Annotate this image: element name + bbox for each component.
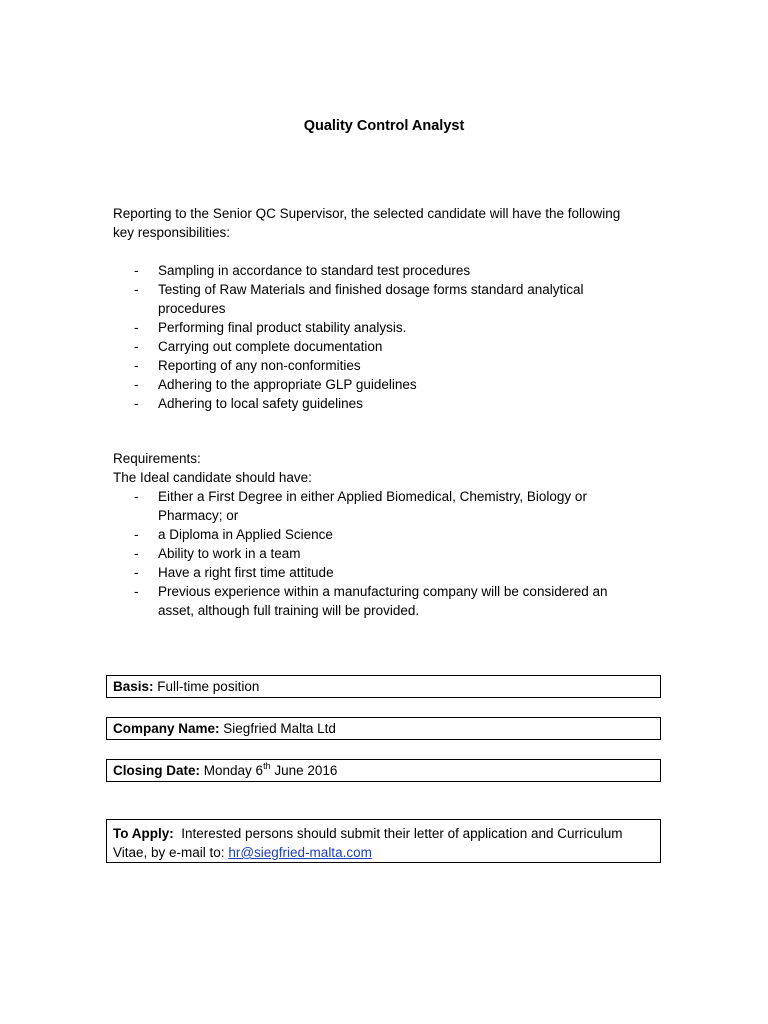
basis-box — [106, 675, 661, 698]
apply-text: Vitae, by e-mail to: — [113, 845, 225, 860]
apply-text: Interested persons should submit their letter of application and Curriculum — [181, 826, 623, 841]
closing-date-ordinal: th — [263, 760, 271, 771]
apply-label: To Apply: — [113, 826, 174, 841]
apply-line — [113, 843, 654, 862]
list-item — [113, 375, 633, 394]
dash-bullet: - — [134, 546, 139, 561]
dash-bullet: - — [134, 565, 139, 580]
list-item-text: asset, although full training will be provided. — [158, 603, 420, 618]
dash-bullet: - — [134, 339, 139, 354]
list-item-text: Testing of Raw Materials and finished dosage forms standard analytical — [158, 282, 584, 297]
list-item — [113, 582, 633, 620]
list-item-text: Previous experience within a manufacturing company will be considered an — [158, 584, 608, 599]
list-item-text: Adhering to the appropriate GLP guidelines — [158, 377, 417, 392]
dash-bullet: - — [134, 584, 139, 599]
list-item-text: procedures — [158, 301, 226, 316]
dash-bullet: - — [134, 263, 139, 278]
dash-bullet: - — [134, 377, 139, 392]
list-item — [113, 356, 633, 375]
list-item-text: a Diploma in Applied Science — [158, 527, 333, 542]
dash-bullet: - — [134, 396, 139, 411]
list-item — [113, 544, 633, 563]
dash-bullet: - — [134, 527, 139, 542]
list-item — [113, 394, 633, 413]
list-item-text: Reporting of any non-conformities — [158, 358, 361, 373]
dash-bullet: - — [134, 282, 139, 297]
company-label: Company Name: — [113, 721, 220, 736]
list-item-text: Have a right first time attitude — [158, 565, 334, 580]
intro-line: key responsibilities: — [113, 225, 231, 240]
list-item — [113, 318, 633, 337]
requirements-subheading: The Ideal candidate should have: — [113, 470, 312, 485]
list-item — [113, 525, 633, 544]
company-value: Siegfried Malta Ltd — [223, 721, 336, 736]
closing-date-value — [203, 760, 338, 778]
basis-label: Basis: — [113, 679, 154, 694]
list-item-text: Adhering to local safety guidelines — [158, 396, 363, 411]
page-title: Quality Control Analyst — [303, 118, 465, 134]
list-item-text: Pharmacy; or — [158, 508, 239, 523]
list-item — [113, 280, 633, 318]
intro-line: Reporting to the Senior QC Supervisor, the selected candidate will have the following — [113, 206, 621, 221]
dash-bullet: - — [134, 320, 139, 335]
responsibilities-list — [113, 261, 633, 413]
list-item — [113, 337, 633, 356]
requirements-heading: Requirements: — [113, 451, 201, 466]
basis-value: Full-time position — [157, 679, 260, 694]
closing-date-day: Monday 6 — [203, 763, 264, 778]
list-item — [113, 563, 633, 582]
dash-bullet: - — [134, 358, 139, 373]
closing-date-month-year: June 2016 — [270, 763, 338, 778]
list-item-text: Performing final product stability analysis. — [158, 320, 407, 335]
company-box — [106, 717, 661, 740]
requirements-list — [113, 487, 633, 620]
list-item — [113, 261, 633, 280]
list-item-text: Ability to work in a team — [158, 546, 301, 561]
closing-date-box — [106, 759, 661, 782]
apply-line — [113, 824, 654, 843]
intro-paragraph — [113, 204, 653, 242]
email-link[interactable]: hr@siegfried-malta.com — [228, 845, 372, 860]
list-item — [113, 487, 633, 525]
list-item-text: Either a First Degree in either Applied Biomedical, Chemistry, Biology or — [158, 489, 587, 504]
apply-box — [106, 819, 661, 863]
list-item-text: Carrying out complete documentation — [158, 339, 383, 354]
dash-bullet: - — [134, 489, 139, 504]
requirements-heading-block — [113, 449, 653, 487]
list-item-text: Sampling in accordance to standard test procedures — [158, 263, 471, 278]
closing-date-label: Closing Date: — [113, 763, 201, 778]
